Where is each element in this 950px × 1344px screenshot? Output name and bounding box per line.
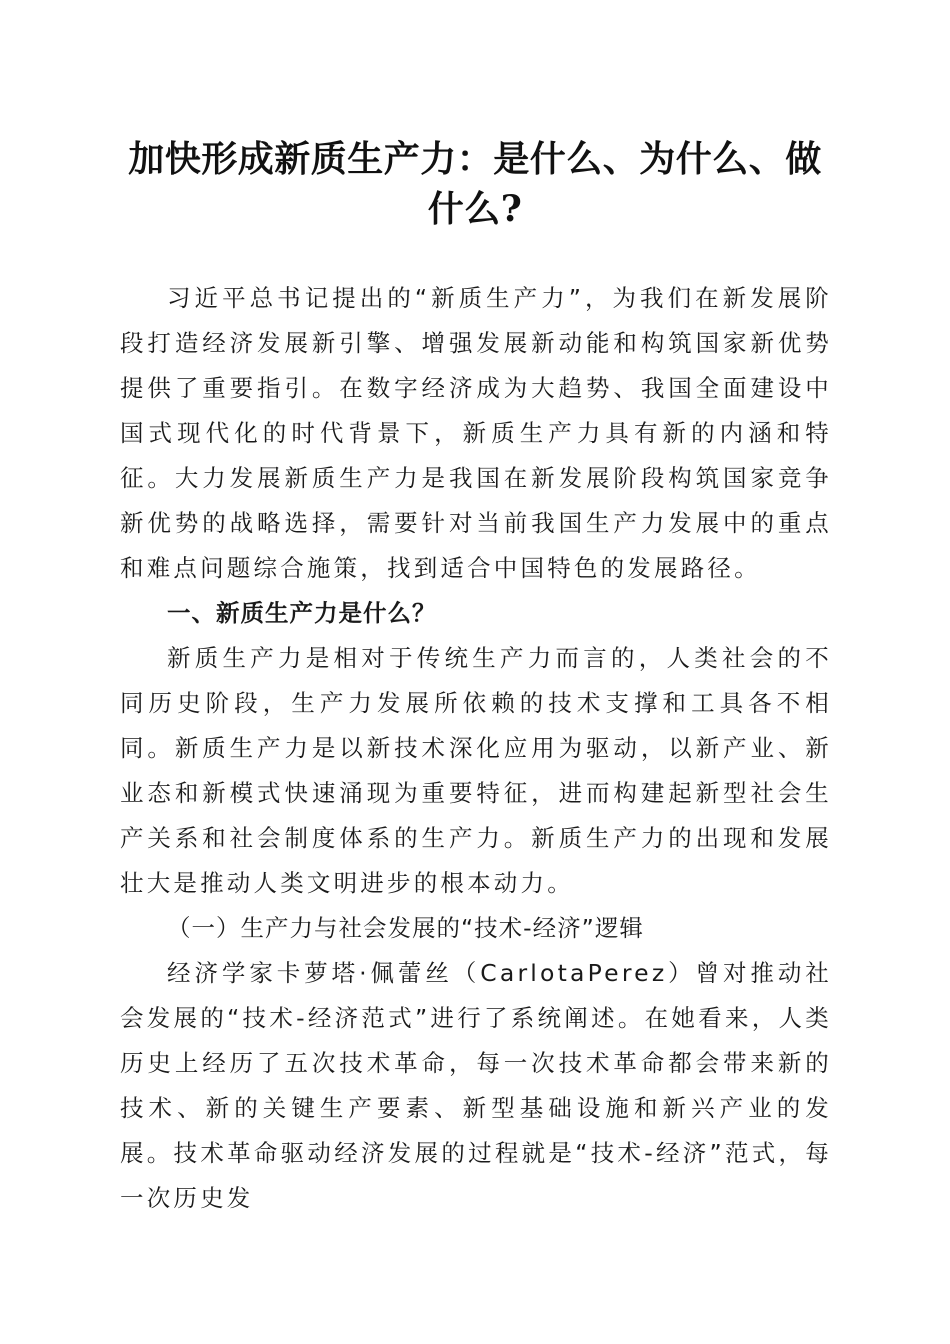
document-body	[120, 276, 832, 1221]
paragraph-section-1: 新质生产力是相对于传统生产力而言的，人类社会的不同历史阶段，生产力发展所依赖的技术支撑和工具各不相同。新质生产力是以新技术深化应用为驱动，以新产业、新业态和新模式快速涌现为重要特征，进而构建起新型社会生产关系和社会制度体系的生产力。新质生产力的出现和发展壮大是推动人类文明进步的根本动力。	[120, 644, 832, 897]
paragraph-subsection-1: 经济学家卡萝塔·佩蕾丝（CarlotaPerez）曾对推动社会发展的“技术-经济范式”进行了系统阐述。在她看来，人类历史上经历了五次技术革命，每一次技术革命都会带来新的技术、新的关键生产要素、新型基础设施和新兴产业的发展。技术革命驱动经济发展的过程就是“技术-经济”范式，每一次历史发	[120, 959, 832, 1212]
document-title: 加快形成新质生产力：是什么、为什么、做什么?	[128, 138, 822, 230]
section-heading-1: 一、新质生产力是什么？	[167, 599, 437, 627]
paragraph-intro: 习近平总书记提出的“新质生产力”，为我们在新发展阶段打造经济发展新引擎、增强发展新动能和构筑国家新优势提供了重要指引。在数字经济成为大趋势、我国全面建设中国式现代化的时代背景下，新质生产力具有新的内涵和特征。大力发展新质生产力是我国在新发展阶段构筑国家竞争新优势的战略选择，需要针对当前我国生产力发展中的重点和难点问题综合施策，找到适合中国特色的发展路径。	[120, 284, 832, 582]
subsection-heading-1: （一）生产力与社会发展的“技术-经济”逻辑	[167, 914, 644, 942]
